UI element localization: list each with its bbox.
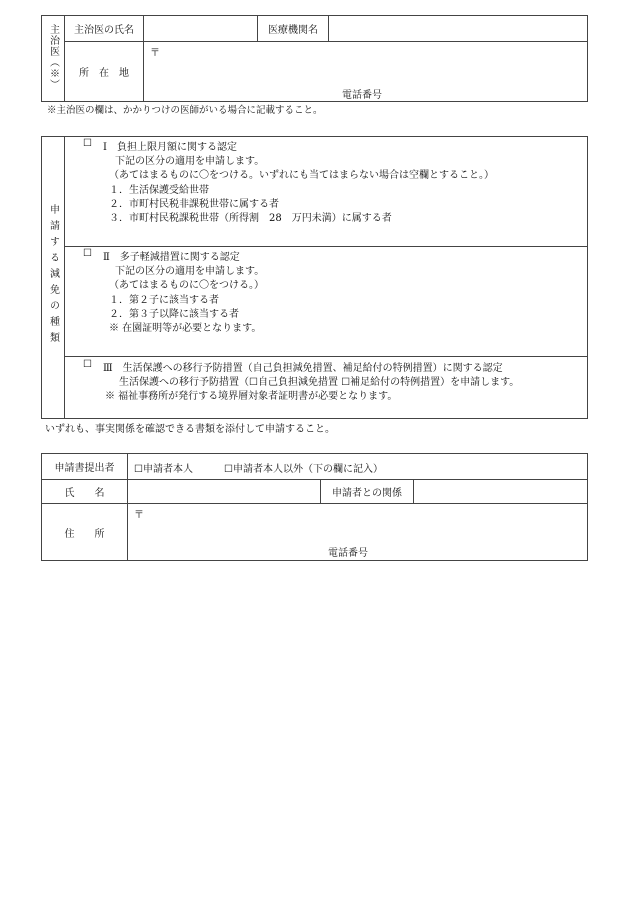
section2-note: ※ 在園証明等が必要となります。	[109, 323, 262, 334]
section2-checkbox[interactable]: ☐	[83, 248, 92, 259]
submitter-option-other[interactable]: ☐申請者本人以外（下の欄に記入）	[224, 464, 383, 475]
physician-address-label: 所 在 地	[79, 68, 129, 79]
institution-label-cell	[258, 16, 329, 42]
section1-item: ３．市町村民税課税世帯（所得割 28 万円未満）に属する者	[109, 213, 392, 224]
section1-line1: 下記の区分の適用を申請します。	[115, 156, 265, 167]
section2-item: １．第２子に該当する者	[109, 295, 219, 306]
physician-name-label: 主治医の氏名	[74, 25, 134, 36]
submitter-option-self[interactable]: ☐申請者本人	[134, 464, 193, 475]
institution-label: 医療機関名	[268, 25, 318, 36]
reduction-side-label: 申請する減免の種類	[47, 204, 59, 348]
submitter-label: 申請書提出者	[54, 463, 115, 474]
reduction-table	[41, 136, 588, 419]
submitter-address-field[interactable]	[128, 504, 588, 561]
section1-item: １．生活保護受給世帯	[109, 185, 209, 196]
section1-checkbox[interactable]: ☐	[83, 138, 92, 149]
section2-title: Ⅱ 多子軽減措置に関する認定	[103, 252, 240, 263]
relation-label-cell	[321, 480, 414, 504]
section3-checkbox[interactable]: ☐	[83, 359, 92, 370]
submitter-phone-label: 電話番号	[328, 548, 368, 559]
physician-note: ※主治医の欄は、かかりつけの医師がいる場合に記載すること。	[47, 105, 323, 116]
postal-mark: 〒	[150, 48, 160, 59]
section3-cell	[65, 357, 588, 419]
reduction-side-label-cell	[42, 137, 65, 419]
physician-address-field[interactable]	[144, 42, 588, 102]
relation-label: 申請者との関係	[332, 488, 402, 499]
section1-line2: （あてはまるものに〇をつける。いずれにも当てはまらない場合は空欄とすること。）	[109, 170, 494, 181]
submitter-address-label: 住 所	[64, 528, 105, 540]
physician-name-field[interactable]	[144, 16, 258, 42]
submitter-name-label-cell	[42, 480, 128, 504]
section3-line1: 生活保護への移行予防措置（☐自己負担減免措置 ☐補足給付の特例措置）を申請します。	[119, 377, 520, 388]
physician-table	[41, 15, 588, 102]
section1-title: Ⅰ 負担上限月額に関する認定	[103, 142, 237, 153]
reduction-footnote: いずれも、事実関係を確認できる書類を添付して申請すること。	[45, 424, 335, 435]
physician-side-label-cell	[42, 16, 65, 102]
institution-field[interactable]	[329, 16, 588, 42]
submitter-label-cell	[42, 454, 128, 480]
submitter-name-field[interactable]	[128, 480, 321, 504]
section2-line1: 下記の区分の適用を申請します。	[115, 266, 265, 277]
physician-phone-label: 電話番号	[342, 90, 382, 101]
physician-address-label-cell	[65, 42, 144, 102]
section2-cell	[65, 247, 588, 357]
section2-line2: （あてはまるものに〇をつける。）	[109, 280, 264, 291]
section3-note: ※ 福祉事務所が発行する境界層対象者証明書が必要となります。	[105, 391, 398, 402]
section2-item: ２．第３子以降に該当する者	[109, 309, 239, 320]
submitter-address-label-cell	[42, 504, 128, 561]
submitter-options-cell	[128, 454, 588, 480]
submitter-name-label: 氏 名	[64, 488, 105, 499]
submitter-postal-mark: 〒	[134, 510, 144, 521]
physician-name-label-cell	[65, 16, 144, 42]
section1-item: ２．市町村民税非課税世帯に属する者	[109, 199, 279, 210]
section1-cell	[65, 137, 588, 247]
physician-side-label: 主治医（※）	[47, 24, 59, 90]
section3-title: Ⅲ 生活保護への移行予防措置（自己負担減免措置、補足給付の特例措置）に関する認定	[103, 363, 503, 374]
relation-field[interactable]	[414, 480, 588, 504]
submitter-table	[41, 453, 588, 561]
